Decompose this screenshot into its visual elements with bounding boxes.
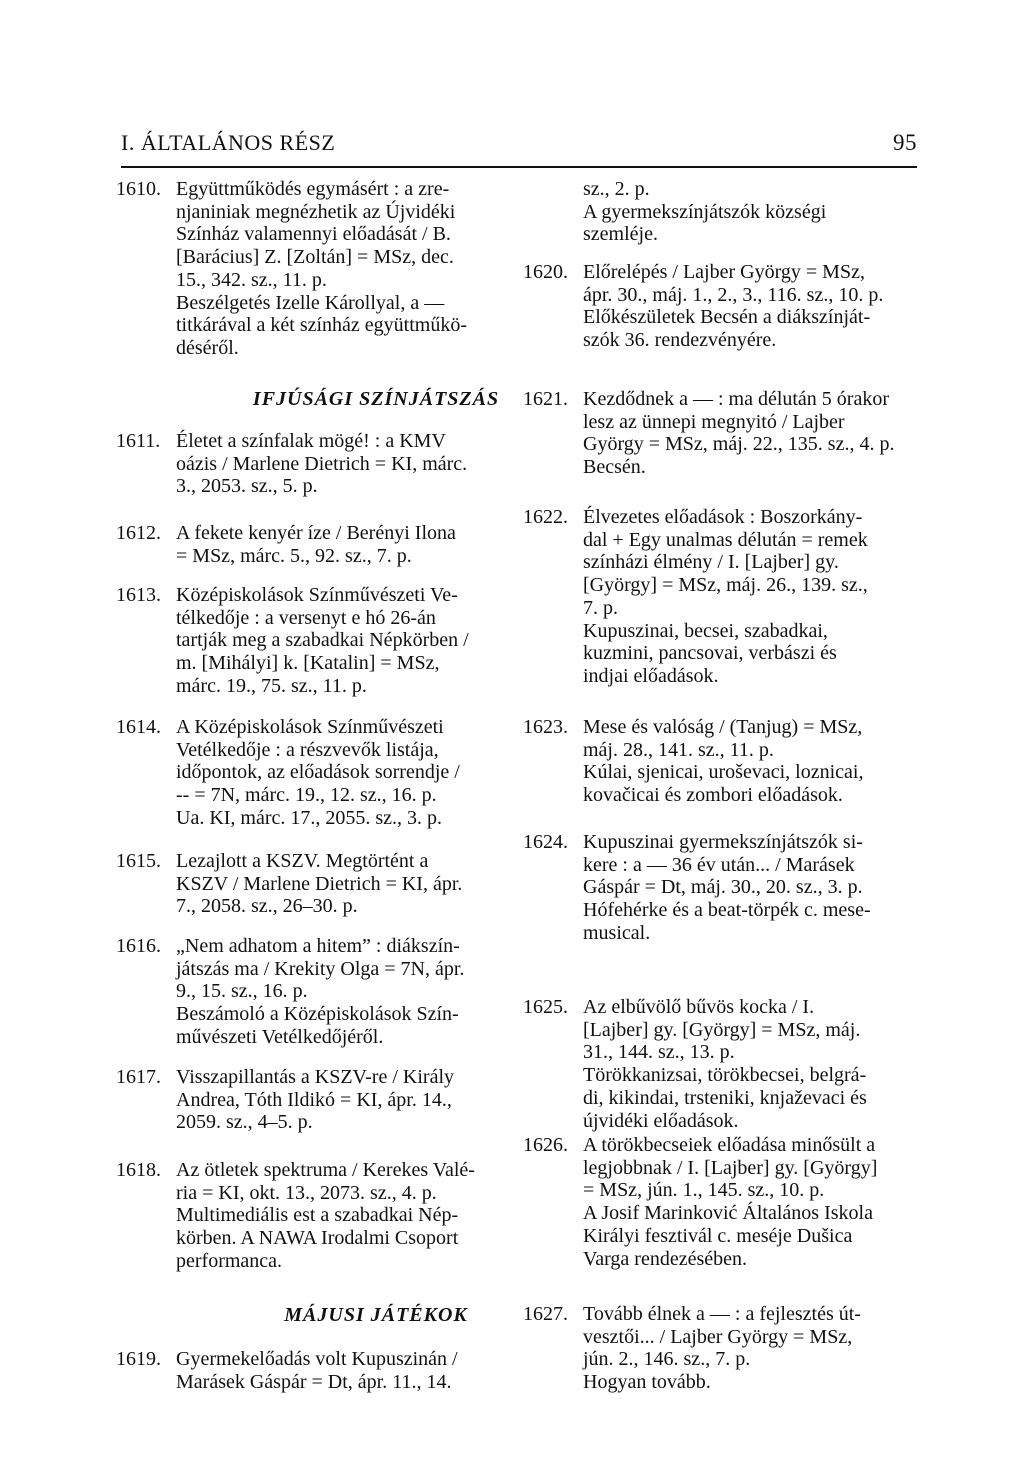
entry-number: 1620. <box>523 261 568 283</box>
entry-line: tartják meg a szabadkai Népkörben / <box>176 629 469 652</box>
entry-line: = MSz, márc. 5., 92. sz., 7. p. <box>176 544 412 567</box>
entry-line: Élvezetes előadások : Boszorkány- <box>583 506 863 528</box>
entry-line: Multimediális est a szabadkai Nép- <box>176 1204 459 1227</box>
entry-line: = MSz, jún. 1., 145. sz., 10. p. <box>583 1179 825 1202</box>
entry-line: Előkészületek Becsén a diákszínját- <box>583 306 871 329</box>
entry-line: művészeti Vetélkedőjéről. <box>176 1025 384 1048</box>
entry-line: György = MSz, máj. 22., 135. sz., 4. p. <box>583 433 895 456</box>
entry-line: Andrea, Tóth Ildikó = KI, ápr. 14., <box>176 1088 452 1111</box>
entry-line: di, kikindai, trsteniki, knjaževaci és <box>583 1086 867 1109</box>
entry-line: Az elbűvölő bűvös kocka / I. <box>583 996 815 1018</box>
entry-line: Kezdődnek a — : ma délután 5 órakor <box>583 388 890 410</box>
bibliography-entry <box>116 1348 576 1393</box>
entry-line: télkedője : a versenyt e hó 26-án <box>176 606 436 629</box>
entry-number: 1627. <box>523 1303 568 1325</box>
entry-line: legjobbnak / I. [Lajber] gy. [György] <box>583 1156 878 1179</box>
entry-line: Törökkanizsai, törökbecsei, belgrá- <box>583 1064 867 1087</box>
entry-number: 1613. <box>116 584 161 606</box>
entry-line: lesz az ünnepi megnyitó / Lajber <box>583 410 845 433</box>
entry-line: déséről. <box>176 336 239 359</box>
entry-line: Gyermekelőadás volt Kupuszinán / <box>176 1348 458 1370</box>
entry-number: 1611. <box>116 430 161 452</box>
entry-line: Ua. KI, márc. 17., 2055. sz., 3. p. <box>176 806 443 829</box>
entry-line: indjai előadások. <box>583 664 719 687</box>
entry-line: újvidéki előadások. <box>583 1109 739 1132</box>
bibliography-entry <box>523 996 983 1132</box>
bibliography-entry <box>523 831 983 945</box>
bibliography-entry <box>523 1303 983 1394</box>
entry-line: [Barácius] Z. [Zoltán] = MSz, dec. <box>176 246 454 269</box>
bibliography-entry <box>523 1134 983 1270</box>
entry-line: máj. 28., 141. sz., 11. p. <box>583 738 774 761</box>
entry-line: Marásek Gáspár = Dt, ápr. 11., 14. <box>176 1370 452 1393</box>
entry-line: dal + Egy unalmas délután = remek <box>583 528 868 551</box>
entry-line: titkárával a két színház együttműkö- <box>176 314 468 337</box>
entry-line: Kúlai, sjenicai, uroševaci, loznicai, <box>583 761 864 784</box>
entry-line: 15., 342. sz., 11. p. <box>176 268 327 291</box>
entry-line: Beszámoló a Középiskolások Szín- <box>176 1003 459 1026</box>
entry-line: A Josif Marinković Általános Iskola <box>583 1202 873 1225</box>
entry-line: 7., 2058. sz., 26–30. p. <box>176 895 358 918</box>
entry-line: Lezajlott a KSZV. Megtörtént a <box>176 850 429 872</box>
entry-line: A fekete kenyér íze / Berényi Ilona <box>176 522 456 544</box>
entry-line: oázis / Marlene Dietrich = KI, márc. <box>176 452 468 475</box>
entry-line: 7. p. <box>583 596 618 619</box>
bibliography-entry <box>116 716 576 830</box>
entry-line: musical. <box>583 921 651 944</box>
bibliography-entry <box>116 1159 576 1273</box>
bibliography-entry <box>116 935 576 1049</box>
bibliography-entry <box>116 522 576 567</box>
entry-number: 1619. <box>116 1348 161 1370</box>
entry-line: njaniniak megnézhetik az Újvidéki <box>176 200 456 223</box>
entry-line: [Lajber] gy. [György] = MSz, máj. <box>583 1018 861 1041</box>
entry-line: Előrelépés / Lajber György = MSz, <box>583 261 865 283</box>
entry-number: 1623. <box>523 716 568 738</box>
entry-line: színházi élmény / I. [Lajber] gy. <box>583 551 839 574</box>
bibliography-entry <box>523 716 983 807</box>
entry-line: szemléje. <box>583 223 658 246</box>
bibliography-entry <box>116 430 576 498</box>
entry-number: 1626. <box>523 1134 568 1156</box>
section-heading: MÁJUSI JÁTÉKOK <box>284 1304 468 1326</box>
entry-line: időpontok, az előadások sorrendje / <box>176 761 460 784</box>
entry-line: Hófehérke és a beat-törpék c. mese- <box>583 899 871 922</box>
entry-number: 1614. <box>116 716 161 738</box>
entry-line: kovačicai és zombori előadások. <box>583 784 843 807</box>
entry-line: Gáspár = Dt, máj. 30., 20. sz., 3. p. <box>583 876 863 899</box>
entry-line: performanca. <box>176 1249 283 1272</box>
bibliography-entry <box>116 1066 576 1134</box>
entry-number: 1616. <box>116 935 161 957</box>
bibliography-entry <box>116 584 576 698</box>
entry-line: vesztői... / Lajber György = MSz, <box>583 1325 853 1348</box>
entry-line: „Nem adhatom a hitem” : diákszín- <box>176 935 460 957</box>
section-title: I. ÁLTALÁNOS RÉSZ <box>121 130 336 155</box>
entry-line: Kupuszinai, becsei, szabadkai, <box>583 619 828 642</box>
entry-line: Varga rendezésében. <box>583 1247 747 1270</box>
bibliography-entry <box>523 178 983 246</box>
entry-line: Visszapillantás a KSZV-re / Király <box>176 1066 454 1088</box>
entry-line: Színház valamennyi előadását / B. <box>176 223 451 246</box>
entry-line: szók 36. rendezvényére. <box>583 329 777 352</box>
entry-line: A gyermekszínjátszók községi <box>583 200 827 223</box>
entry-line: márc. 19., 75. sz., 11. p. <box>176 674 367 697</box>
entry-number: 1610. <box>116 178 161 200</box>
entry-line: [György] = MSz, máj. 26., 139. sz., <box>583 574 868 597</box>
entry-line: A törökbecseiek előadása minősült a <box>583 1134 876 1156</box>
entry-number: 1612. <box>116 522 161 544</box>
entry-line: kuzmini, pancsovai, verbászi és <box>583 642 837 665</box>
entry-line: Királyi fesztivál c. meséje Dušica <box>583 1224 853 1247</box>
page-header <box>121 126 917 168</box>
entry-line: játszás ma / Krekity Olga = 7N, ápr. <box>176 957 465 980</box>
entry-line: Vetélkedője : a részvevők listája, <box>176 738 439 761</box>
bibliography-entry <box>523 261 983 352</box>
entry-line: Kupuszinai gyermekszínjátszók si- <box>583 831 863 853</box>
entry-line: Az ötletek spektruma / Kerekes Valé- <box>176 1159 475 1181</box>
entry-line: Mese és valóság / (Tanjug) = MSz, <box>583 716 863 738</box>
entry-line: 9., 15. sz., 16. p. <box>176 980 308 1003</box>
entry-line: Tovább élnek a — : a fejlesztés út- <box>583 1303 861 1325</box>
entry-line: ápr. 30., máj. 1., 2., 3., 116. sz., 10. p. <box>583 283 884 306</box>
entry-line: Középiskolások Színművészeti Ve- <box>176 584 458 606</box>
entry-line: Hogyan tovább. <box>583 1371 711 1394</box>
entry-line: -- = 7N, márc. 19., 12. sz., 16. p. <box>176 784 437 807</box>
entry-line: 2059. sz., 4–5. p. <box>176 1111 313 1134</box>
entry-line: A Középiskolások Színművészeti <box>176 716 444 738</box>
entry-number: 1615. <box>116 850 161 872</box>
entry-line: jún. 2., 146. sz., 7. p. <box>583 1348 751 1371</box>
entry-line: körben. A NAWA Irodalmi Csoport <box>176 1227 459 1250</box>
entry-number: 1617. <box>116 1066 161 1088</box>
entry-line: 3., 2053. sz., 5. p. <box>176 475 318 498</box>
entry-line: sz., 2. p. <box>583 178 650 200</box>
entry-line: Beszélgetés Izelle Károllyal, a — <box>176 291 445 314</box>
bibliography-entry <box>523 506 983 688</box>
entry-line: kere : a — 36 év után... / Marásek <box>583 853 855 876</box>
entry-line: Együttműködés egymásért : a zre- <box>176 178 450 200</box>
entry-line: Életet a színfalak mögé! : a KMV <box>176 430 446 452</box>
bibliography-entry <box>116 178 576 360</box>
entry-line: 31., 144. sz., 13. p. <box>583 1041 735 1064</box>
section-heading: IFJÚSÁGI SZÍNJÁTSZÁS <box>252 388 500 410</box>
entry-number: 1622. <box>523 506 568 528</box>
entry-number: 1618. <box>116 1159 161 1181</box>
entry-line: KSZV / Marlene Dietrich = KI, ápr. <box>176 872 463 895</box>
entry-number: 1625. <box>523 996 568 1018</box>
entry-line: ria = KI, okt. 13., 2073. sz., 4. p. <box>176 1181 437 1204</box>
entry-number: 1621. <box>523 388 568 410</box>
bibliography-entry <box>523 388 983 479</box>
entry-line: m. [Mihályi] k. [Katalin] = MSz, <box>176 652 440 675</box>
page-number: 95 <box>893 130 917 155</box>
bibliography-entry <box>116 850 576 918</box>
entry-line: Becsén. <box>583 456 646 479</box>
entry-number: 1624. <box>523 831 568 853</box>
